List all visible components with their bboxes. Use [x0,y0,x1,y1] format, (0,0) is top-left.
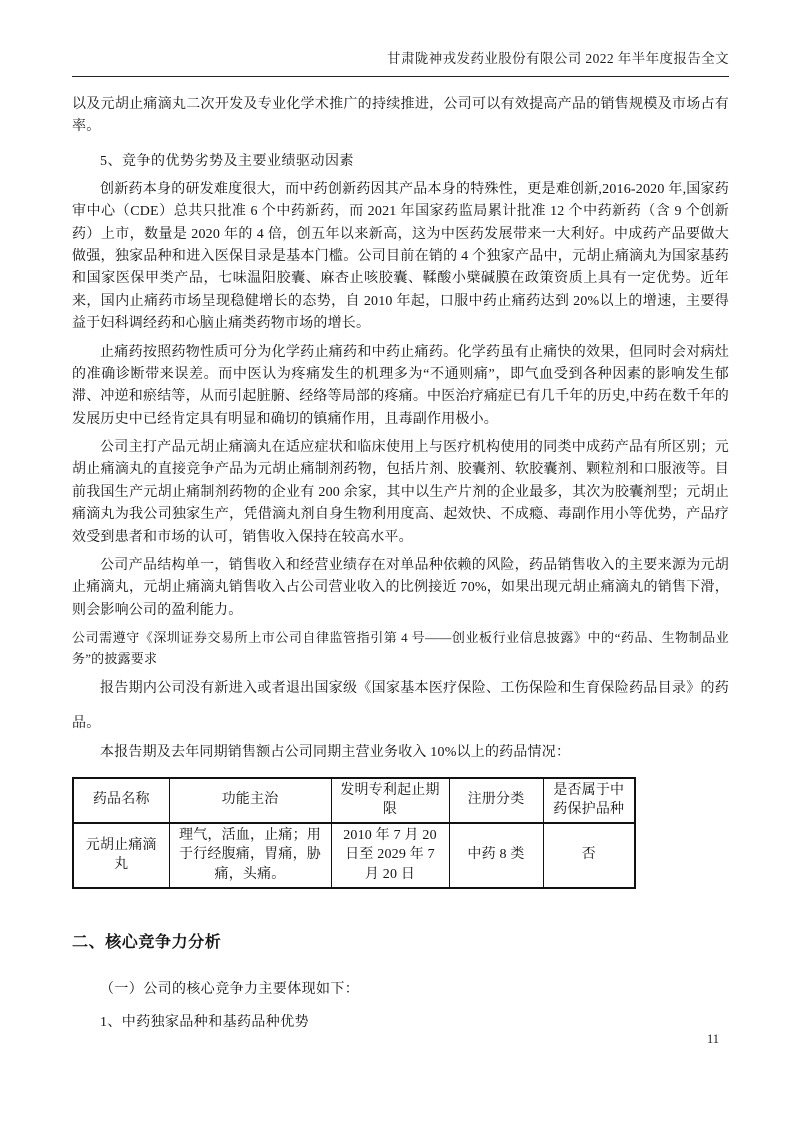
cell-patent-term: 2010 年 7 月 20 日至 2029 年 7 月 20 日 [331,823,449,888]
paragraph-disclosure-requirement: 公司需遵守《深圳证券交易所上市公司自律监管指引第 4 号——创业板行业信息披露》中的“药品、生物制品业务”的披露要求 [72,630,729,667]
col-header-function: 功能主治 [169,778,331,823]
col-header-registration-class: 注册分类 [449,778,543,823]
paragraph-flagship-product: 公司主打产品元胡止痛滴丸在适应症状和临床使用上与医疗机构使用的同类中成药产品有所区别；元胡止痛滴丸的直接竞争产品为元胡止痛制剂药物，包括片剂、胶囊剂、软胶囊剂、颗粒剂和口服液等。目前我国生产元胡止痛制剂药物的企业有 200 余家，其中以生产片剂的企业最多，其次为胶囊剂型；元胡止痛滴丸为我公司独家生产，凭借滴丸剂自身生物利用度高、起效快、不成瘾、毒副作用小等优势，产品疗效受到患者和市场的认可，销售收入保持在较高水平。 [72,440,729,545]
heading-competition-drivers: 5、竞争的优势劣势及主要业绩驱动因素 [100,153,354,169]
paragraph-innovation-drugs: 创新药本身的研发难度很大，而中药创新药因其产品本身的特殊性，更是难创新,2016-2020 年,国家药审中心（CDE）总共只批准 6 个中药新药，而 2021 年国家药监局累计批准 12 个中药新药（含 9 个创新药）上市，数量是 2020 年的 4 倍，创五年以来新高，这为中医药发展带来一大利好。中成药产品要做大做强，独家品种和进入医保目录是基本门槛。公司目前在销的 4 个独家产品中，元胡止痛滴丸为国家基药和国家医保甲类产品，七味温阳胶囊、麻杏止咳胶囊、鞣酸小檗碱膜在政策资质上具有一定优势。近年来，国内止痛药市场呈现稳健增长的态势，自 2010 年起，口服中药止痛药达到 20%以上的增速，主要得益于妇科调经药和心脑止痛类药物市场的增长。 [72,181,729,332]
subheading-exclusive-variety-advantage: 1、中药独家品种和基药品种优势 [100,1014,309,1030]
table-header-row [73,778,635,823]
paragraph-insurance-catalog: 报告期内公司没有新进入或者退出国家级《国家基本医疗保险、工伤保险和生育保险药品目录》的药品。 [72,681,729,732]
col-header-tcm-protected: 是否属于中药保护品种 [543,778,635,823]
major-drug-table [72,777,636,889]
paragraph-painkiller-classification: 止痛药按照药物性质可分为化学药止痛药和中药止痛药。化学药虽有止痛快的效果，但同时会对病灶的准确诊断带来误差。而中医认为疼痛发生的机理多为“不通则痛”，即气血受到各种因素的影响发生郁滞、冲逆和瘀结等，从而引起脏腑、经络等局部的疼痛。中医治疗痛症已有几千年的历史,中药在数千年的发展历史中已经肯定具有明显和确切的镇痛作用，且毒副作用极小。 [72,344,729,427]
cell-registration-class: 中药 8 类 [449,823,543,888]
paragraph-single-product-risk: 公司产品结构单一，销售收入和经营业绩存在对单品种依赖的风险，药品销售收入的主要来源为元胡止痛滴丸，元胡止痛滴丸销售收入占公司营业收入的比例接近 70%，如果出现元胡止痛滴丸的销售下滑，则会影响公司的盈利能力。 [72,558,729,618]
header-divider [72,76,729,77]
table-row-yuanhu [73,823,635,888]
paragraph-table-lead: 本报告期及去年同期销售额占公司同期主营业务收入 10%以上的药品情况： [100,745,571,761]
cell-function: 理气，活血，止痛；用于行经腹痛，胃痛，胁痛，头痛。 [169,823,331,888]
subheading-core-competitiveness-intro: （一）公司的核心竞争力主要体现如下： [100,981,360,997]
heading-core-competitiveness: 二、核心竞争力分析 [72,933,222,951]
report-header-title: 甘肃陇神戎发药业股份有限公司 2022 年半年度报告全文 [387,51,729,66]
cell-tcm-protected: 否 [543,823,635,888]
col-header-drug-name: 药品名称 [73,778,169,823]
page-number: 11 [706,1032,719,1046]
cell-drug-name: 元胡止痛滴丸 [73,823,169,888]
col-header-patent-term: 发明专利起止期限 [331,778,449,823]
paragraph-continued-promotion: 以及元胡止痛滴丸二次开发及专业化学术推广的持续推进，公司可以有效提高产品的销售规模及市场占有率。 [72,97,729,135]
